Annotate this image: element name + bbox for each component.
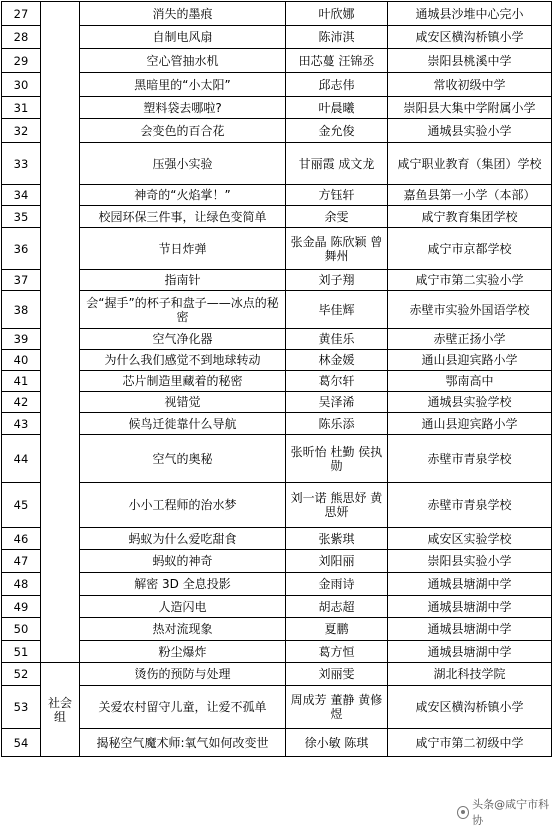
table-row: [2, 618, 552, 641]
school-name: 通城县实验小学: [388, 119, 552, 143]
school-name: 崇阳县实验小学: [388, 550, 552, 573]
row-number: 28: [2, 26, 41, 49]
table-row: [2, 143, 552, 185]
row-number: 52: [2, 663, 41, 686]
author-names: 余雯: [286, 206, 388, 228]
row-number: 34: [2, 185, 41, 206]
author-names: 方钰轩: [286, 185, 388, 206]
school-name: 咸宁市第二实验小学: [388, 270, 552, 291]
table-row: [2, 350, 552, 371]
group-cell-empty: [41, 2, 80, 663]
table-row: [2, 228, 552, 270]
school-name: 赤壁市青泉学校: [388, 483, 552, 528]
school-name: 湖北科技学院: [388, 663, 552, 686]
table-row: [2, 528, 552, 550]
table-row: [2, 641, 552, 663]
work-title: 自制电风扇: [80, 26, 286, 49]
work-title: 会变色的百合花: [80, 119, 286, 143]
author-names: 周成芳 董静 黄修煜: [286, 686, 388, 729]
work-title: 解密 3D 全息投影: [80, 573, 286, 596]
row-number: 30: [2, 73, 41, 97]
work-title: 热对流现象: [80, 618, 286, 641]
work-title: 为什么我们感觉不到地球转动: [80, 350, 286, 371]
school-name: 通城县塘湖中学: [388, 641, 552, 663]
school-name: 嘉鱼县第一小学（本部）: [388, 185, 552, 206]
table-row: [2, 270, 552, 291]
author-names: 刘一诺 熊思妤 黄思妍: [286, 483, 388, 528]
work-title: 节日炸弹: [80, 228, 286, 270]
author-names: 甘丽霞 成文龙: [286, 143, 388, 185]
work-title: 压强小实验: [80, 143, 286, 185]
author-names: 夏鹏: [286, 618, 388, 641]
results-table: [1, 1, 552, 757]
table-row: [2, 2, 552, 26]
school-name: 通山县迎宾路小学: [388, 350, 552, 371]
table-row: [2, 435, 552, 483]
author-names: 徐小敏 陈琪: [286, 729, 388, 757]
table-row: [2, 371, 552, 392]
work-title: 黑暗里的“小太阳”: [80, 73, 286, 97]
work-title: 视错觉: [80, 392, 286, 413]
row-number: 35: [2, 206, 41, 228]
table-row: [2, 686, 552, 729]
school-name: 常收初级中学: [388, 73, 552, 97]
school-name: 赤壁市青泉学校: [388, 435, 552, 483]
school-name: 咸宁职业教育（集团）学校: [388, 143, 552, 185]
work-title: 校园环保三件事，让绿色变简单: [80, 206, 286, 228]
school-name: 通城县塘湖中学: [388, 618, 552, 641]
author-names: 刘子翔: [286, 270, 388, 291]
table-row: [2, 483, 552, 528]
row-number: 47: [2, 550, 41, 573]
author-names: 邱志伟: [286, 73, 388, 97]
watermark: [457, 798, 553, 827]
row-number: 46: [2, 528, 41, 550]
school-name: 咸安区实验学校: [388, 528, 552, 550]
table-row: [2, 573, 552, 596]
row-number: 27: [2, 2, 41, 26]
row-number: 44: [2, 435, 41, 483]
group-label: 社会组: [41, 663, 80, 757]
work-title: 塑料袋去哪啦?: [80, 97, 286, 119]
row-number: 32: [2, 119, 41, 143]
row-number: 43: [2, 413, 41, 435]
school-name: 崇阳县大集中学附属小学: [388, 97, 552, 119]
row-number: 33: [2, 143, 41, 185]
results-table-wrapper: [1, 1, 551, 827]
school-name: 赤壁市实验外国语学校: [388, 291, 552, 329]
table-row: [2, 596, 552, 618]
row-number: 39: [2, 329, 41, 350]
row-number: 36: [2, 228, 41, 270]
table-row: [2, 663, 552, 686]
row-number: 54: [2, 729, 41, 757]
author-names: 葛方恒: [286, 641, 388, 663]
author-names: 刘阳丽: [286, 550, 388, 573]
work-title: 空气的奥秘: [80, 435, 286, 483]
row-number: 50: [2, 618, 41, 641]
author-names: 金允俊: [286, 119, 388, 143]
work-title: 消失的墨痕: [80, 2, 286, 26]
row-number: 49: [2, 596, 41, 618]
table-row: [2, 185, 552, 206]
table-row: [2, 73, 552, 97]
school-name: 通城县沙堆中心完小: [388, 2, 552, 26]
row-number: 41: [2, 371, 41, 392]
author-names: 葛尔轩: [286, 371, 388, 392]
table-row: [2, 206, 552, 228]
row-number: 37: [2, 270, 41, 291]
row-number: 40: [2, 350, 41, 371]
table-row: [2, 550, 552, 573]
table-row: [2, 291, 552, 329]
author-names: 吴泽浠: [286, 392, 388, 413]
row-number: 53: [2, 686, 41, 729]
work-title: 烫伤的预防与处理: [80, 663, 286, 686]
school-name: 通城县塘湖中学: [388, 573, 552, 596]
work-title: 会“握手”的杯子和盘子——冰点的秘密: [80, 291, 286, 329]
work-title: 指南针: [80, 270, 286, 291]
author-names: 张金晶 陈欣颖 曾舞州: [286, 228, 388, 270]
author-names: 金雨诗: [286, 573, 388, 596]
author-names: 陈沛淇: [286, 26, 388, 49]
school-name: 赤壁正扬小学: [388, 329, 552, 350]
school-name: 崇阳县桃溪中学: [388, 49, 552, 73]
school-name: 咸宁教育集团学校: [388, 206, 552, 228]
author-names: 胡志超: [286, 596, 388, 618]
author-names: 田芯蔓 汪锦丞: [286, 49, 388, 73]
table-row: [2, 49, 552, 73]
author-names: 刘丽雯: [286, 663, 388, 686]
work-title: 粉尘爆炸: [80, 641, 286, 663]
author-names: 叶欣娜: [286, 2, 388, 26]
row-number: 38: [2, 291, 41, 329]
row-number: 31: [2, 97, 41, 119]
results-table-body: [2, 2, 552, 757]
author-names: 黄佳乐: [286, 329, 388, 350]
row-number: 48: [2, 573, 41, 596]
table-row: [2, 413, 552, 435]
work-title: 揭秘空气魔术师:氧气如何改变世: [80, 729, 286, 757]
school-name: 咸安区横沟桥镇小学: [388, 26, 552, 49]
work-title: 空心管抽水机: [80, 49, 286, 73]
account-icon: [457, 806, 469, 819]
table-row: [2, 392, 552, 413]
work-title: 人造闪电: [80, 596, 286, 618]
school-name: 通城县实验学校: [388, 392, 552, 413]
school-name: 咸宁市第二初级中学: [388, 729, 552, 757]
author-names: 林金媛: [286, 350, 388, 371]
work-title: 候鸟迁徙靠什么导航: [80, 413, 286, 435]
work-title: 蚂蚁的神奇: [80, 550, 286, 573]
table-row: [2, 329, 552, 350]
table-row: [2, 97, 552, 119]
row-number: 51: [2, 641, 41, 663]
work-title: 空气净化器: [80, 329, 286, 350]
school-name: 鄂南高中: [388, 371, 552, 392]
work-title: 蚂蚁为什么爱吃甜食: [80, 528, 286, 550]
author-names: 叶晨曦: [286, 97, 388, 119]
school-name: 咸安区横沟桥镇小学: [388, 686, 552, 729]
table-row: [2, 729, 552, 757]
work-title: 芯片制造里藏着的秘密: [80, 371, 286, 392]
author-names: 陈乐添: [286, 413, 388, 435]
author-names: 毕佳辉: [286, 291, 388, 329]
table-row: [2, 119, 552, 143]
author-names: 张昕怡 杜勤 侯执勋: [286, 435, 388, 483]
watermark-text: 头条@咸宁市科协: [472, 798, 550, 827]
row-number: 42: [2, 392, 41, 413]
author-names: 张紫琪: [286, 528, 388, 550]
row-number: 45: [2, 483, 41, 528]
work-title: 关爱农村留守儿童，让爱不孤单: [80, 686, 286, 729]
school-name: 咸宁市京都学校: [388, 228, 552, 270]
work-title: 小小工程师的治水梦: [80, 483, 286, 528]
school-name: 通山县迎宾路小学: [388, 413, 552, 435]
work-title: 神奇的“火焰掌！”: [80, 185, 286, 206]
school-name: 通城县塘湖中学: [388, 596, 552, 618]
table-row: [2, 26, 552, 49]
row-number: 29: [2, 49, 41, 73]
